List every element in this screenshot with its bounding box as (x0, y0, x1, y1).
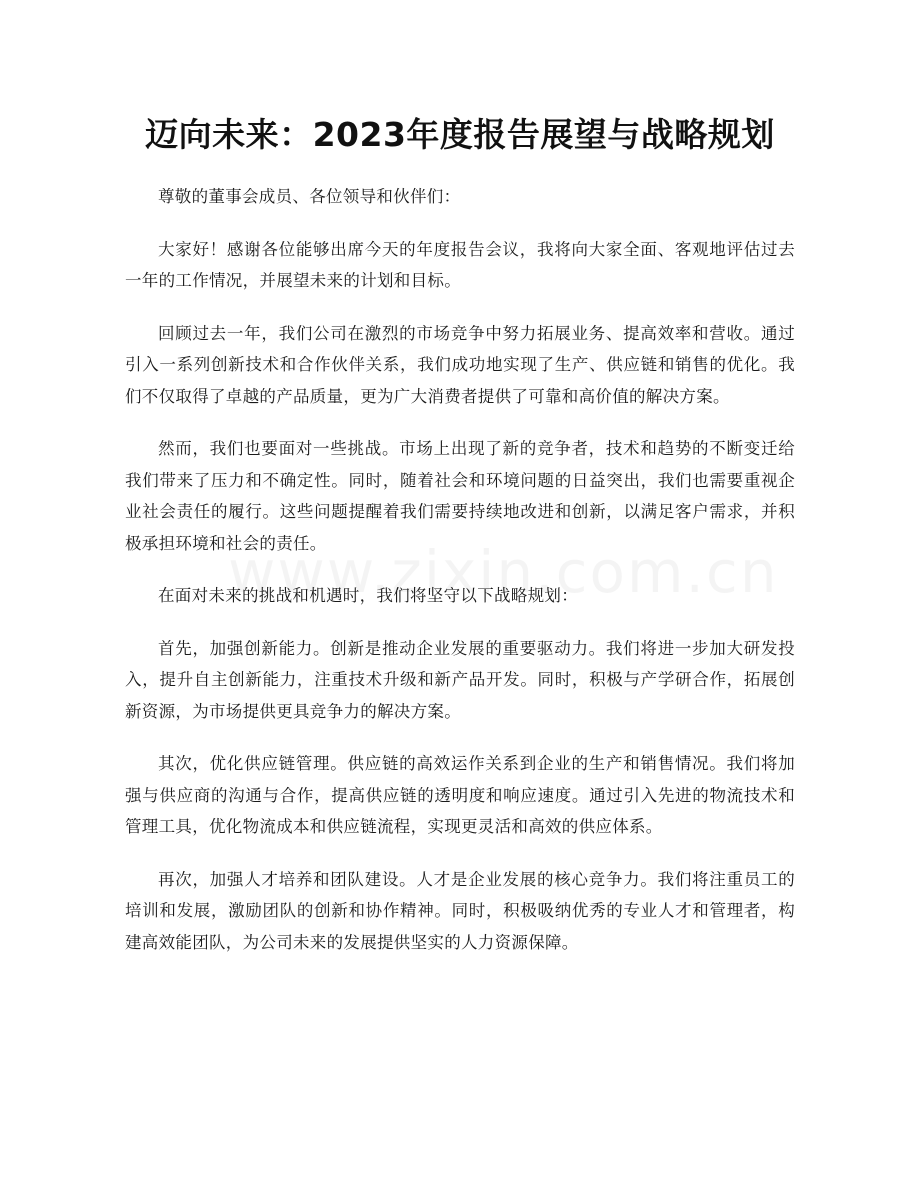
challenges-paragraph: 然而，我们也要面对一些挑战。市场上出现了新的竞争者，技术和趋势的不断变迁给我们带来了压力和不确定性。同时，随着社会和环境问题的日益突出，我们也需要重视企业社会责任的履行。这些问题提醒着我们需要持续地改进和创新，以满足客户需求，并积极承担环境和社会的责任。 (125, 439, 795, 553)
greeting-paragraph: 大家好！感谢各位能够出席今天的年度报告会议，我将向大家全面、客观地评估过去一年的工作情况，并展望未来的计划和目标。 (125, 239, 795, 290)
salutation-paragraph: 尊敬的董事会成员、各位领导和伙伴们： (158, 187, 461, 206)
review-paragraph: 回顾过去一年，我们公司在激烈的市场竞争中努力拓展业务、提高效率和营收。通过引入一系列创新技术和合作伙伴关系，我们成功地实现了生产、供应链和销售的优化。我们不仅取得了卓越的产品质量，更为广大消费者提供了可靠和高价值的解决方案。 (125, 323, 795, 406)
document-title: 迈向未来：2023年度报告展望与战略规划 (145, 115, 775, 154)
document-body (125, 181, 795, 958)
innovation-paragraph: 首先，加强创新能力。创新是推动企业发展的重要驱动力。我们将进一步加大研发投入，提升自主创新能力，注重技术升级和新产品开发。同时，积极与产学研合作，拓展创新资源，为市场提供更具竞争力的解决方案。 (125, 638, 795, 721)
supply-chain-paragraph: 其次，优化供应链管理。供应链的高效运作关系到企业的生产和销售情况。我们将加强与供应商的沟通与合作，提高供应链的透明度和响应速度。通过引入先进的物流技术和管理工具，优化物流成本和供应链流程，实现更灵活和高效的供应体系。 (125, 754, 795, 836)
strategy-intro-paragraph: 在面对未来的挑战和机遇时，我们将坚守以下战略规划： (158, 586, 578, 605)
talent-paragraph: 再次，加强人才培养和团队建设。人才是企业发展的核心竞争力。我们将注重员工的培训和发展，激励团队的创新和协作精神。同时，积极吸纳优秀的专业人才和管理者，构建高效能团队，为公司未来的发展提供坚实的人力资源保障。 (125, 869, 795, 952)
